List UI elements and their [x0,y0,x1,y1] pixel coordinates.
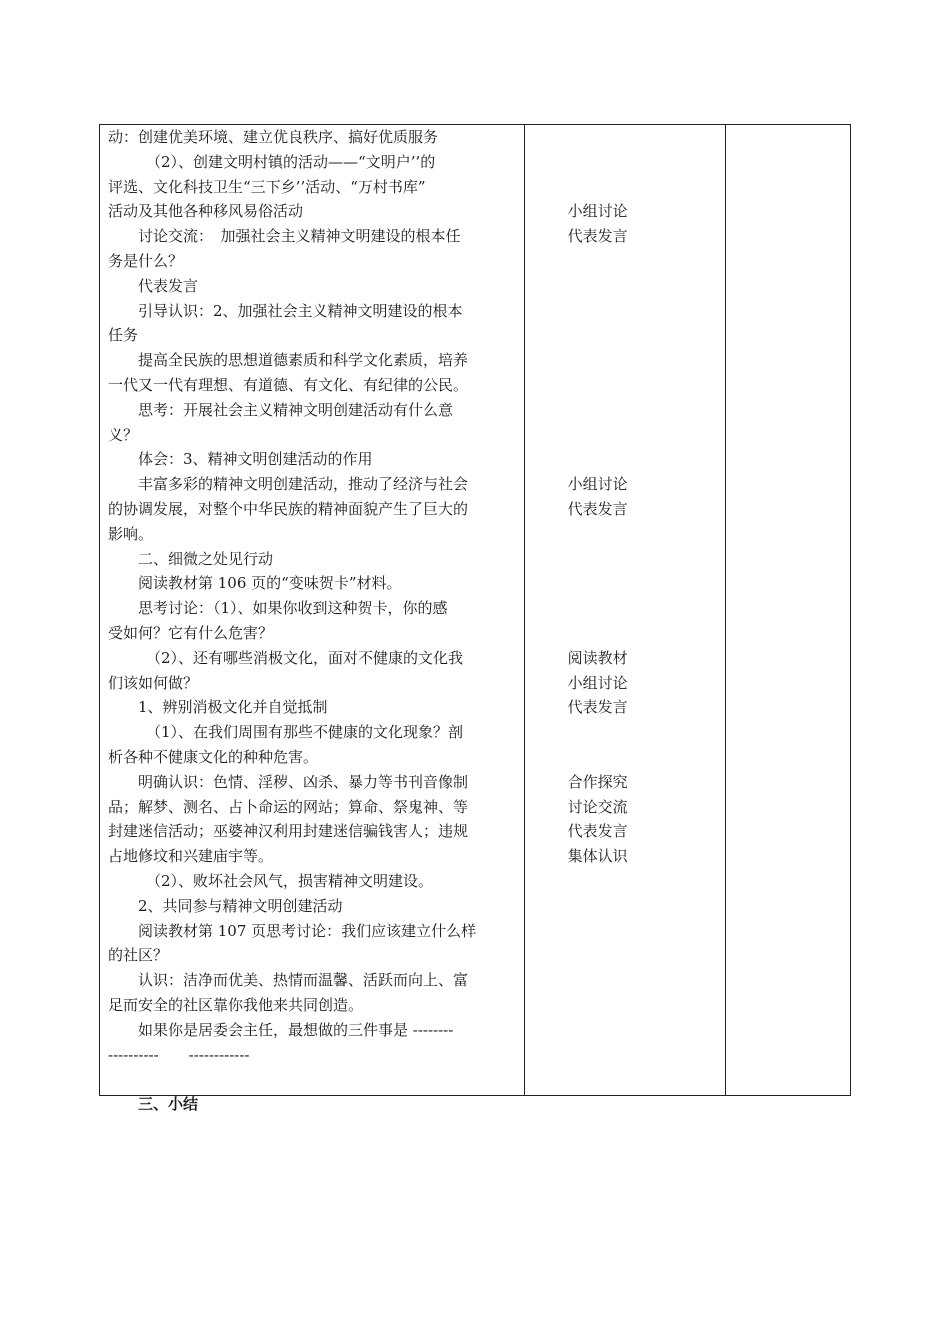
content-line: 思考：开展社会主义精神文明创建活动有什么意 [138,400,454,419]
method-label: 阅读教材 [567,648,628,667]
content-line: 丰富多彩的精神文明创建活动，推动了经济与社会 [138,475,469,494]
content-line: （2）、败坏社会风气，损害精神文明建设。 [146,872,434,890]
content-line: 代表发言 [138,276,199,295]
content-line: 的社区？ [108,946,169,965]
content-line: 任务 [108,326,139,345]
content-line: 们该如何做？ [108,673,199,692]
content-line: （1）、在我们周围有那些不健康的文化现象？剖 [146,723,464,742]
content-line: （2）、还有哪些消极文化，面对不健康的文化我 [146,648,464,667]
method-label: 小组讨论 [567,673,628,692]
content-line: 影响。 [108,524,154,543]
content-line: 阅读教材第 106 页的“变味贺卡”材料。 [138,574,402,593]
content-line: 品；解梦、测名、占卜命运的网站；算命、祭鬼神、等 [108,797,469,816]
content-line: 阅读教材第 107 页思考讨论：我们应该建立什么样 [138,921,477,940]
method-label: 小组讨论 [567,475,628,494]
lesson-table [99,124,851,1114]
content-line: 活动及其他各种移风易俗活动 [108,202,304,221]
content-line: 义？ [108,425,139,444]
content-line: 认识：洁净而优美、热情而温馨、活跃而向上、富 [138,971,469,990]
content-line: 二、细微之处见行动 [138,549,274,568]
method-label: 代表发言 [567,500,628,518]
method-cell [524,125,725,1096]
content-line: 如果你是居委会主任，最想做的三件事是 -------- [138,1020,454,1039]
content-line: 析各种不健康文化的种种危害。 [108,748,319,766]
content-line: （2）、创建文明村镇的活动——“文明户’’的 [146,152,436,171]
table-row [100,125,851,1096]
content-line: 足而安全的社区靠你我他来共同创造。 [108,996,364,1014]
content-line: 思考讨论：（1）、如果你收到这种贺卡，你的感 [138,599,448,618]
content-line: 一代又一代有理想、有道德、有文化、有纪律的公民。 [108,376,469,394]
content-line: 提高全民族的思想道德素质和科学文化素质，培养 [138,351,469,370]
content-line: 务是什么？ [108,252,184,270]
method-label: 代表发言 [567,822,628,841]
content-cell [100,125,525,1114]
method-label: 小组讨论 [567,202,628,221]
content-line: 评选、文化科技卫生“三下乡’’活动、“万村书库” [108,177,426,196]
method-label: 代表发言 [567,698,628,717]
content-line: 的协调发展，对整个中华民族的精神面貌产生了巨大的 [108,500,469,518]
content-line: 受如何？它有什么危害？ [108,624,274,642]
content-line: 引导认识：2、加强社会主义精神文明建设的根本 [138,301,463,320]
method-label: 合作探究 [567,772,628,791]
content-line: 2、共同参与精神文明创建活动 [138,896,343,915]
content-line: 三、小结 [138,1095,199,1114]
note-cell [725,125,850,1096]
content-line: ---------- ------------ [108,1045,250,1064]
method-label: 讨论交流 [567,797,628,816]
content-line: 动：创建优美环境、建立优良秩序、搞好优质服务 [108,128,439,146]
content-line: 1、辨别消极文化并自觉抵制 [138,698,328,717]
content-line: 明确认识：色情、淫秽、凶杀、暴力等书刊音像制 [138,772,469,791]
content-line: 封建迷信活动；巫婆神汉利用封建迷信骗钱害人；违规 [108,822,469,841]
content-line: 体会：3、精神文明创建活动的作用 [138,450,373,469]
method-label: 代表发言 [567,227,628,246]
content-line: 讨论交流： 加强社会主义精神文明建设的根本任 [138,227,461,246]
method-label: 集体认识 [567,847,628,866]
content-line: 占地修坟和兴建庙宇等。 [108,847,274,866]
